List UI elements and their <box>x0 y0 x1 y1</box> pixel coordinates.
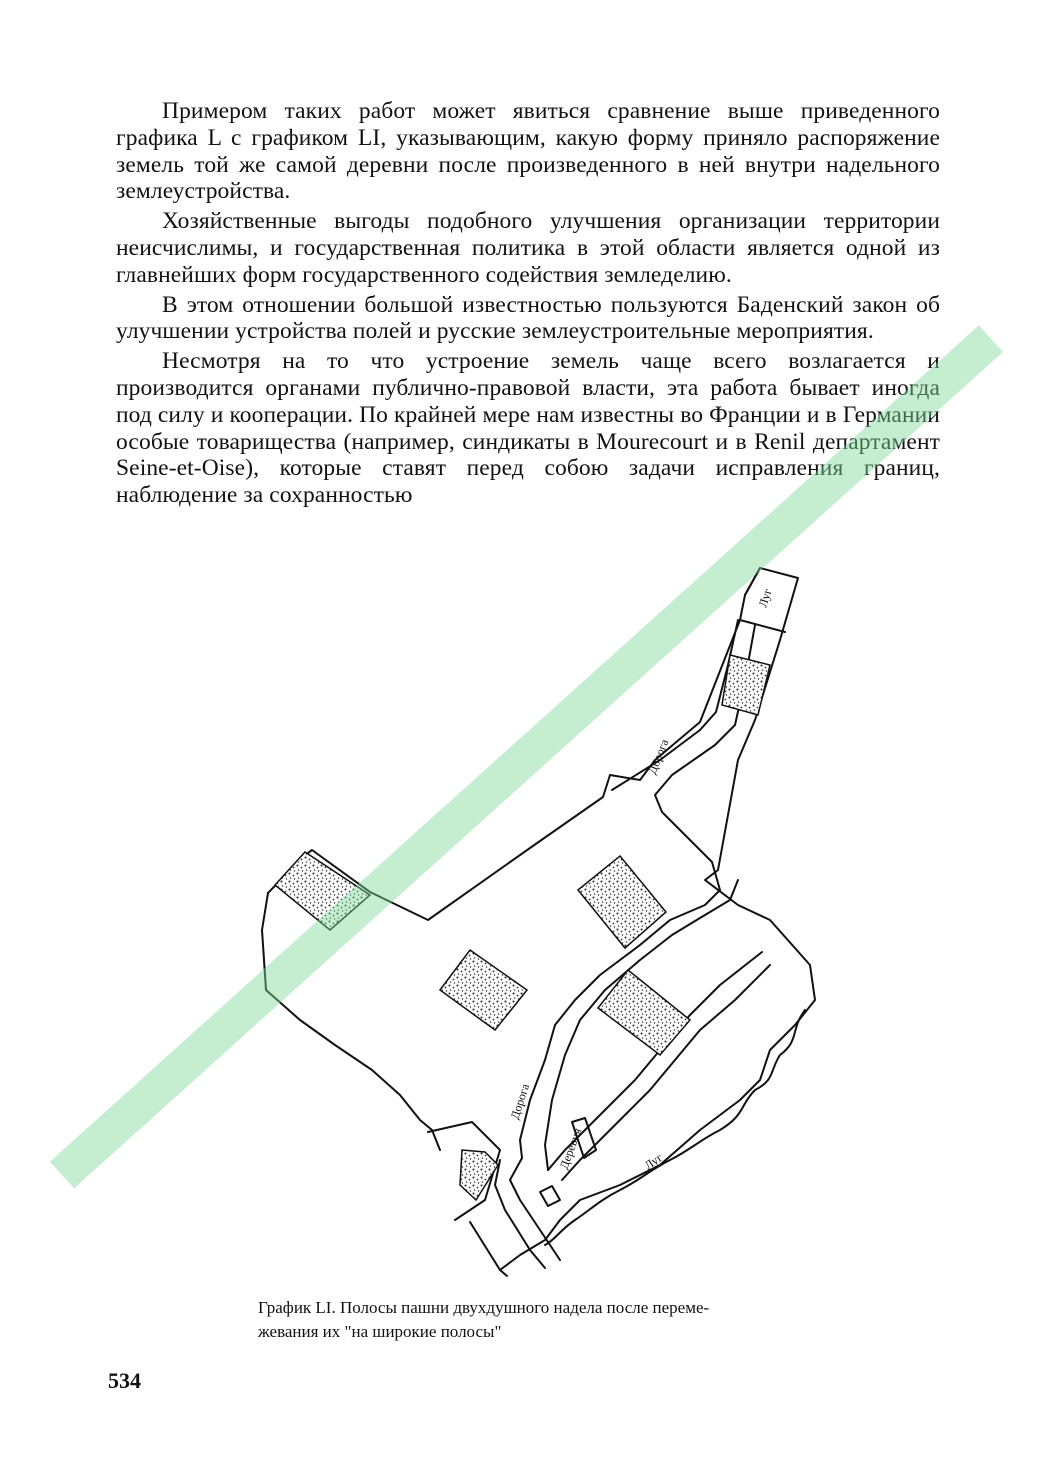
main-road-b <box>545 880 738 1173</box>
label-derevnya: Деревня <box>556 1126 585 1172</box>
field-strip-4 <box>440 950 527 1030</box>
field-strip-1 <box>722 655 770 715</box>
label-doroga-bottom: Дорога <box>507 1081 533 1121</box>
field-strip-6 <box>460 1150 498 1200</box>
plot-outline <box>268 568 815 1276</box>
main-road-a <box>520 862 720 1158</box>
field-strip-3 <box>578 856 666 948</box>
caption-line-1: График LI. Полосы пашни двухдушного надела после переме- <box>258 1298 710 1317</box>
upper-road-a <box>612 620 738 790</box>
paragraph-2: Хозяйственные выгоды подобного улучшения организации территории неисчислимы, и государственная политика в этой области является одной из главнейших форм государственного содействия земледелию. <box>116 208 940 288</box>
lower-plot <box>428 1122 500 1220</box>
label-lug-bottom: Луг <box>641 1150 666 1173</box>
lower-road-a <box>510 1158 560 1260</box>
paragraph-3: В этом отношении большой известностью пользуются Баденский закон об улучшении устройства полей и русские землеустроительные мероприятия. <box>116 291 940 345</box>
body-text <box>116 98 940 509</box>
village-block <box>572 1118 596 1158</box>
upper-road-b <box>655 625 755 862</box>
top-meadow-strip <box>740 620 785 632</box>
paragraph-1: Примером таких работ может явиться сравнение выше приведенного графика L с графиком LI, указывающим, какую форму приняло распоряжение земель той же самой деревни после произведенного в ней внутри надельного землеустройства. <box>116 98 940 205</box>
label-lug-top: Луг <box>755 586 775 609</box>
meadow-edge <box>545 1010 805 1245</box>
field-strip-2 <box>275 852 370 930</box>
lower-road-b <box>495 1160 545 1268</box>
caption-line-2: жевания их "на широкие полосы" <box>258 1322 502 1341</box>
paragraph-4: Несмотря на то что устроение земель чаще всего возлагается и производится органами публично-правовой власти, эта работа бывает иногда под силу и кооперации. По крайней мере нам известны во Франции и в Германии особые товарищества (например, синдикаты в Mourecourt и в Renil департамент Seine-et-Oise), которые ставят перед собою задачи исправления границ, наблюдение за сохранностью <box>116 348 940 509</box>
field-strip-5 <box>598 970 690 1055</box>
page-number: 534 <box>108 1368 141 1393</box>
figure-caption <box>258 1296 838 1344</box>
village-road-b <box>562 965 770 1180</box>
village-road-a <box>548 952 762 1173</box>
label-doroga-top: Дорога <box>644 737 672 777</box>
plot-left-edge <box>262 893 440 1150</box>
